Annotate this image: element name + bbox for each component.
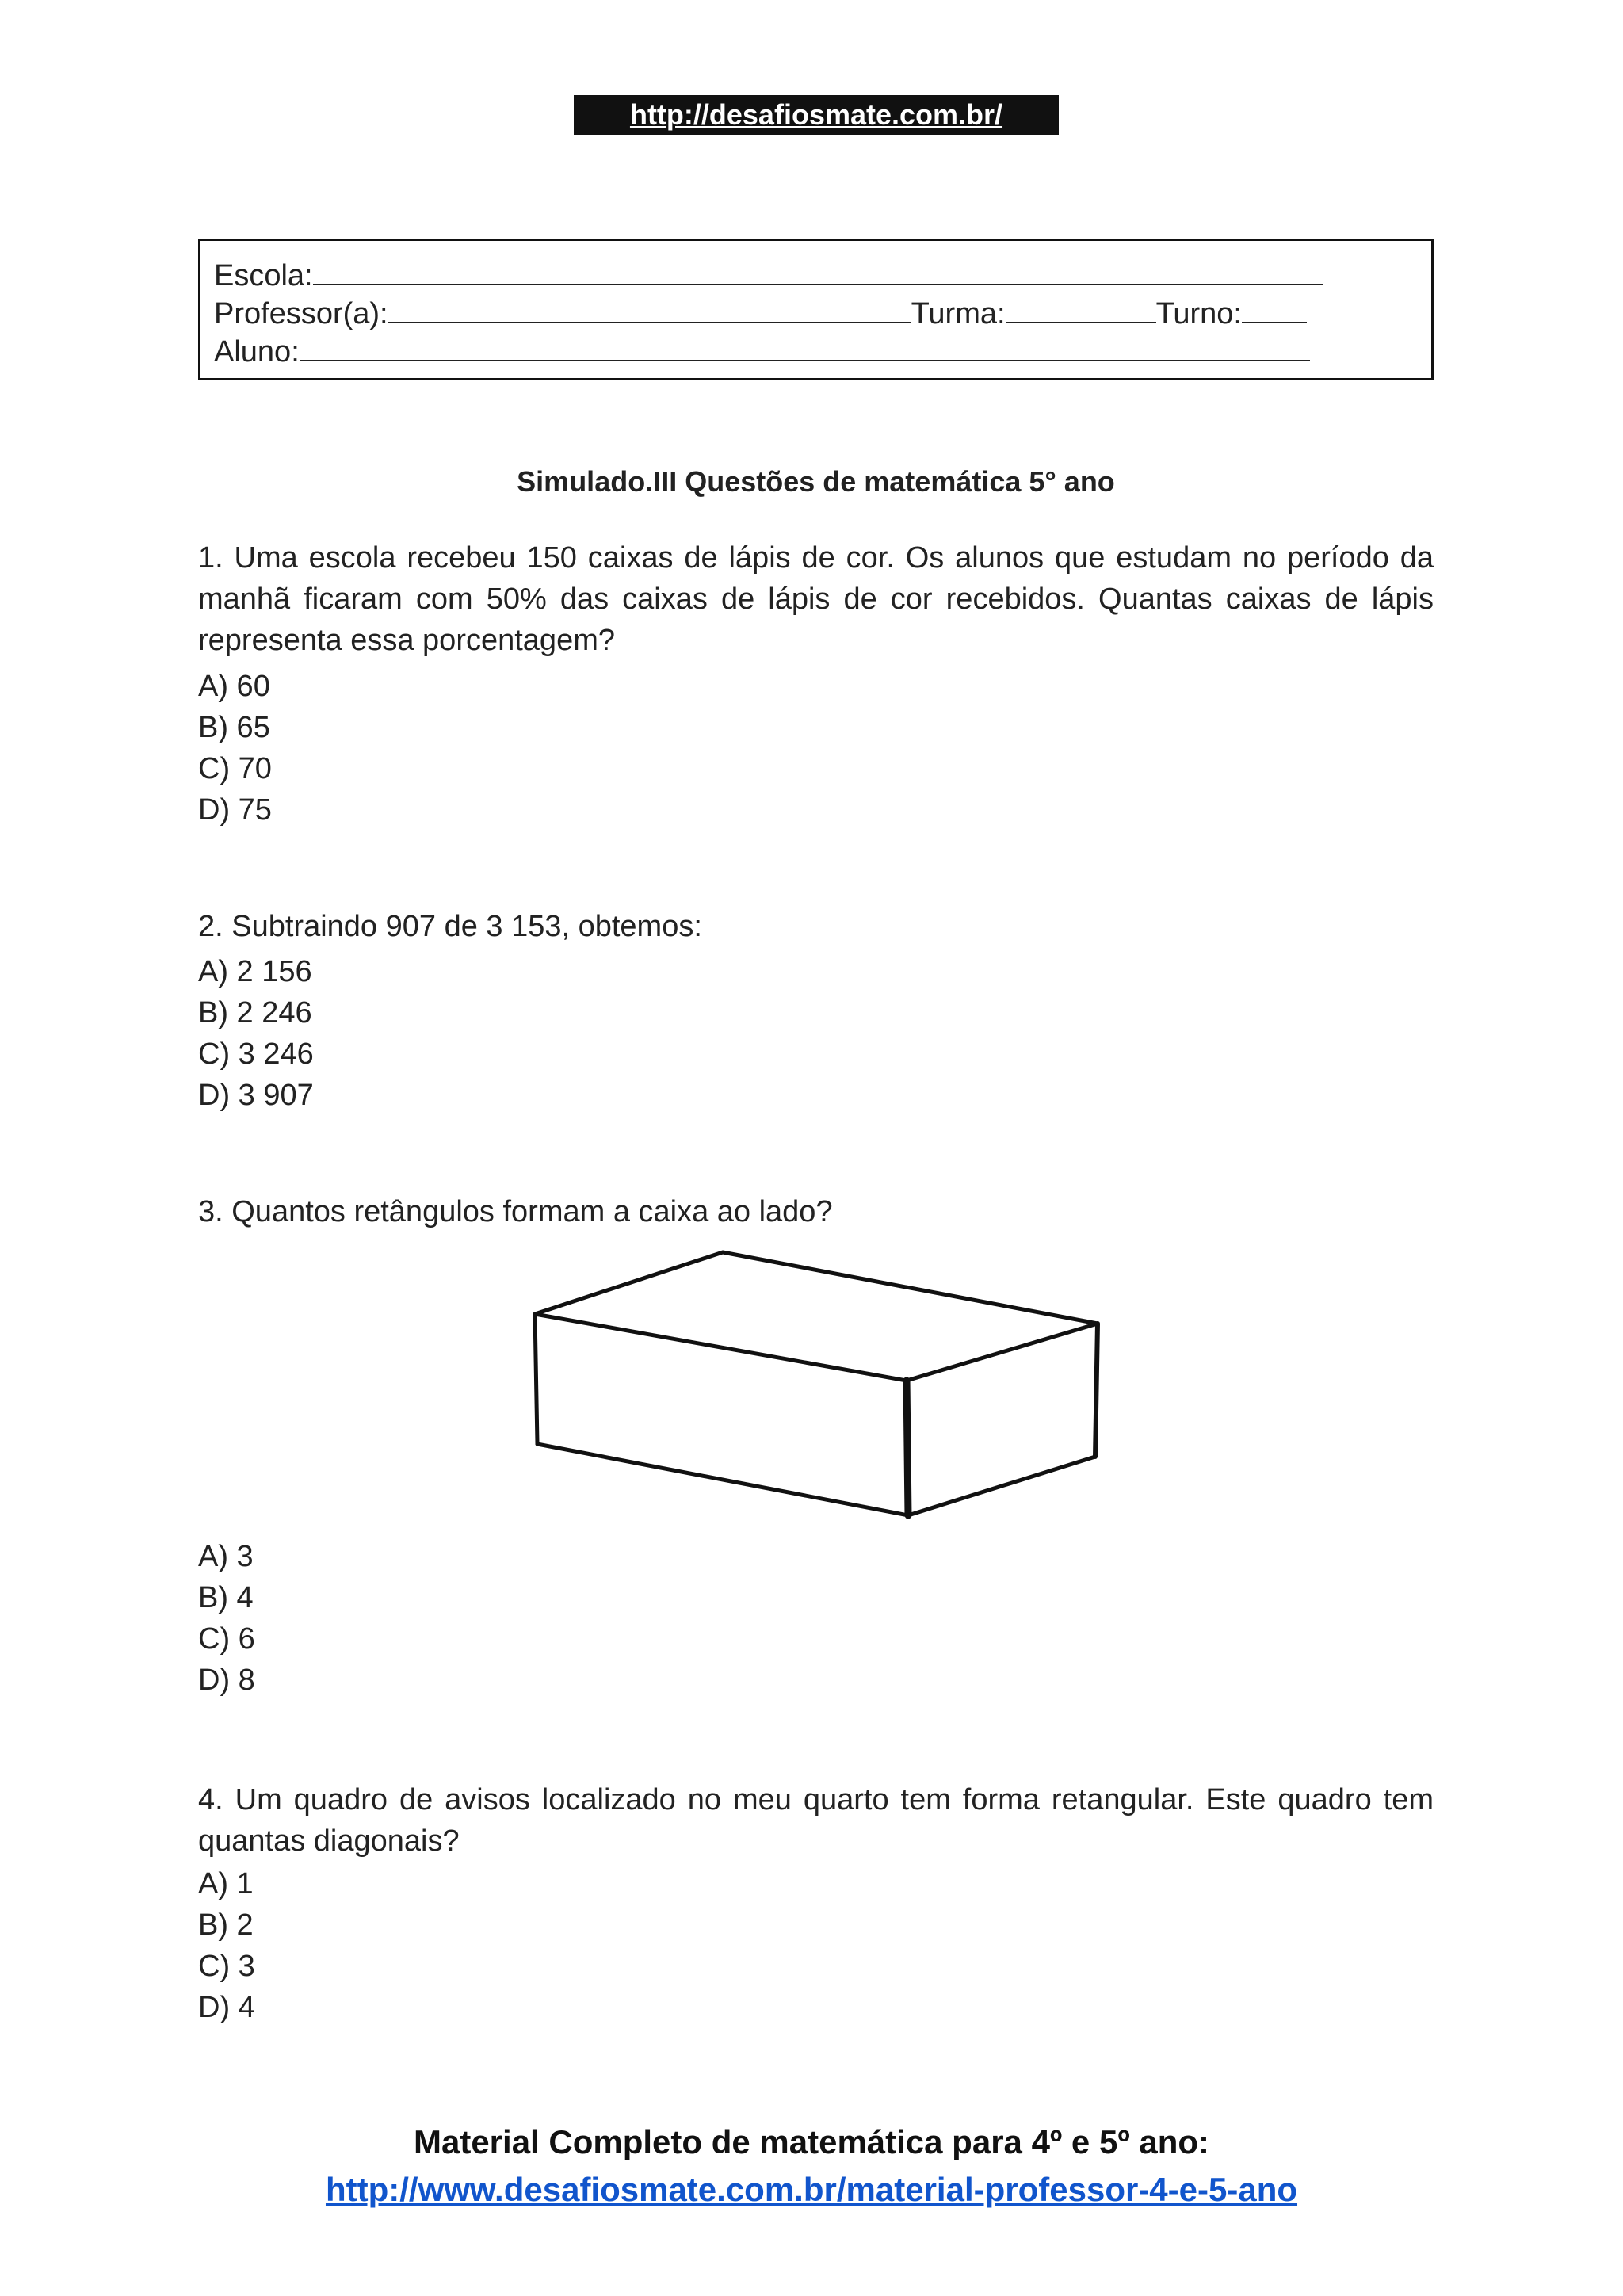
question-1-options xyxy=(198,666,272,831)
student-line xyxy=(214,333,1431,371)
box-front-bottom-edge xyxy=(537,1444,908,1515)
option[interactable]: C) 3 246 xyxy=(198,1037,314,1071)
school-blank[interactable] xyxy=(313,257,1323,285)
box-front-left-edge xyxy=(535,1314,537,1444)
option[interactable]: A) 2 156 xyxy=(198,955,312,988)
option[interactable]: B) 2 246 xyxy=(198,996,312,1030)
box-side-bottom-edge xyxy=(908,1457,1095,1515)
box-top-face xyxy=(535,1252,1098,1381)
student-blank[interactable] xyxy=(300,333,1310,361)
option[interactable]: B) 4 xyxy=(198,1581,254,1614)
question-2-text: 2. Subtraindo 907 de 3 153, obtemos: xyxy=(198,910,702,943)
student-info-box xyxy=(198,239,1434,380)
option[interactable]: B) 2 xyxy=(198,1908,254,1942)
question-1-text: 1. Uma escola recebeu 150 caixas de lápis de cor. Os alunos que estudam no período da manhã ficaram com 50% das caixas de lápis de cor recebidos. Quantas caixas de lápis representa essa porcentagem? xyxy=(198,541,1434,657)
site-link[interactable]: http://desafiosmate.com.br/ xyxy=(629,98,1003,131)
option[interactable]: C) 6 xyxy=(198,1622,255,1656)
option[interactable]: D) 75 xyxy=(198,793,272,827)
shift-label: Turno: xyxy=(1155,297,1242,330)
box-front-right-edge xyxy=(907,1381,908,1515)
option[interactable]: D) 8 xyxy=(198,1664,255,1697)
footer-title: Material Completo de matemática para 4º e 5º ano: xyxy=(413,2123,1209,2160)
box-side-right-edge xyxy=(1095,1324,1098,1457)
option[interactable]: A) 3 xyxy=(198,1540,254,1573)
teacher-label: Professor(a): xyxy=(214,297,388,330)
class-label: Turma: xyxy=(911,297,1006,330)
option[interactable]: A) 1 xyxy=(198,1867,254,1901)
question-3-text: 3. Quantos retângulos formam a caixa ao lado? xyxy=(198,1195,833,1228)
footer-link-container xyxy=(0,2168,1623,2211)
option[interactable]: D) 3 907 xyxy=(198,1079,314,1112)
option[interactable]: C) 70 xyxy=(198,752,272,785)
option[interactable]: B) 65 xyxy=(198,711,270,744)
school-line xyxy=(214,257,1431,295)
option[interactable]: D) 4 xyxy=(198,1991,255,2024)
question-4-text: 4. Um quadro de avisos localizado no meu quarto tem forma retangular. Este quadro tem quantas diagonais? xyxy=(198,1783,1434,1858)
teacher-line xyxy=(214,295,1431,333)
student-label: Aluno: xyxy=(214,335,300,369)
page-title: Simulado.III Questões de matemática 5° ano xyxy=(517,465,1115,498)
question-3-options xyxy=(198,1536,255,1701)
rectangular-box-figure xyxy=(523,1244,1109,1530)
shift-blank[interactable] xyxy=(1242,295,1307,323)
option[interactable]: A) 60 xyxy=(198,670,270,703)
question-4-options xyxy=(198,1863,255,2028)
teacher-blank[interactable] xyxy=(388,295,911,323)
site-banner xyxy=(574,95,1059,135)
option[interactable]: C) 3 xyxy=(198,1950,255,1983)
material-link[interactable]: http://www.desafiosmate.com.br/material-professor-4-e-5-ano xyxy=(325,2171,1298,2208)
school-label: Escola: xyxy=(214,259,313,292)
question-2-options xyxy=(198,951,314,1116)
class-blank[interactable] xyxy=(1006,295,1156,323)
